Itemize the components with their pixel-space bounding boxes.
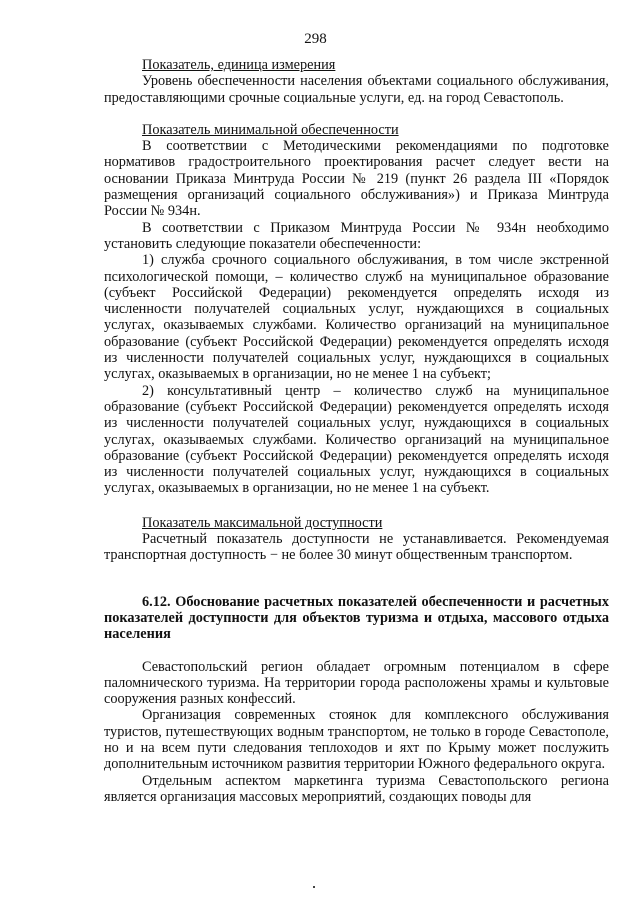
min-provision-paragraph: В соответствии с Приказом Минтруда России № 934н необходимо установить следующие показатели обеспеченности: xyxy=(104,219,609,252)
spacer xyxy=(104,497,609,515)
section-title: 6.12. Обоснование расчетных показателей обеспеченности и расчетных показателей доступности для объектов туризма и отдыха, массового отдыха населения xyxy=(104,593,609,643)
min-provision-heading: Показатель минимальной обеспеченности xyxy=(142,121,399,138)
spacer xyxy=(104,106,609,122)
page-number: 298 xyxy=(304,31,327,47)
spacer xyxy=(104,643,609,659)
section-paragraph: Отдельным аспектом маркетинга туризма Севастопольского региона является организация массовых мероприятий, создающих поводы для xyxy=(104,772,609,805)
scan-dot xyxy=(313,886,315,888)
section-paragraph: Организация современных стоянок для комплексного обслуживания туристов, путешествующих водным транспортом, не только в городе Севастополе, но и на всем пути следования теплоходов и яхт по Крыму может послужить дополнительным источником развития территории Южного федерального округа. xyxy=(104,707,609,773)
list-item-urgent-service: 1) служба срочного социального обслуживания, в том числе экстренной психологической помощи, – количество служб на муниципальное образование (субъект Российской Федерации) рекомендуется определять исходя из численности получателей социальных услуг, нуждающихся в социальных услугах, оказываемых службами. Количество организаций на муниципальное образование (субъект Российской Федерации) рекомендуется определять исходя из численности получателей социальных услуг, нуждающихся в социальных услугах, оказываемых в организации, но не менее 1 на субъект; xyxy=(104,252,609,383)
indicator-unit-text: Уровень обеспеченности населения объектами социального обслуживания, предоставляющими срочные социальные услуги, ед. на город Севастополь. xyxy=(104,73,609,106)
page-body xyxy=(104,57,609,805)
min-provision-paragraph: В соответствии с Методическими рекомендациями по подготовке нормативов градостроительного проектирования расчет следует вести на основании Приказа Минтруда России № 219 (пункт 26 раздела III «Порядок размещения организаций социального обслуживания») и Приказа Минтруда России № 934н. xyxy=(104,138,609,220)
spacer xyxy=(104,564,609,594)
section-paragraph: Севастопольский регион обладает огромным потенциалом в сфере паломнического туризма. На территории города расположены храмы и культовые сооружения разных конфессий. xyxy=(104,658,609,708)
indicator-unit-heading: Показатель, единица измерения xyxy=(142,57,336,73)
max-accessibility-heading: Показатель максимальной доступности xyxy=(142,514,383,531)
max-accessibility-text: Расчетный показатель доступности не устанавливается. Рекомендуемая транспортная доступность − не более 30 минут общественным транспортом. xyxy=(104,531,609,564)
list-item-consulting-center: 2) консультативный центр – количество служб на муниципальное образование (субъект Российской Федерации) рекомендуется определять исходя из численности получателей социальных услуг, нуждающихся в социальных услугах, оказываемых службами. Количество организаций на муниципальное образование (субъект Российской Федерации) рекомендуется определять исходя из численности получателей социальных услуг, нуждающихся в социальных услугах, оказываемых в организации, но не менее 1 на субъект. xyxy=(104,382,609,497)
